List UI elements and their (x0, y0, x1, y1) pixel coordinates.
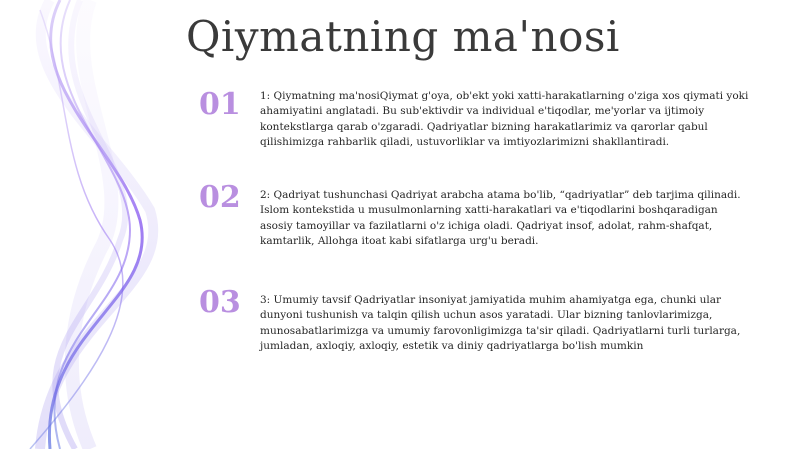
item-text: 2: Qadriyat tushunchasi Qadriyat arabcha atama bo'lib, “qadriyatlar” deb tarjima qilinadi. Islom kontekstida u musulmonlarning xatti-harakatlari va e'tiqodlarini boshqaradigan asosiy tamoyillar va fazilatlarni o'z ichiga oladi. Qadriyat insof, adolat, rahm-shafqat, kamtarlik, Allohga itoat kabi sifatlarga urg'u beradi. (260, 189, 741, 247)
slide-title: Qiymatning ma'nosi (186, 12, 620, 61)
item-text: 1: Qiymatning ma'nosiQiymat g'oya, ob'ekt yoki xatti-harakatlarning o'ziga xos qiymati yoki ahamiyatini anglatadi. Bu sub'ektivdir va individual e'tiqodlar, me'yorlar va ijtimoiy kontekstlarga qarab o'zgaradi. Qadriyatlar bizning harakatlarimiz va qarorlar qabul qilishimizga rahbarlik qiladi, ustuvorliklar va imtiyozlarimizni shakllantiradi. (260, 90, 749, 148)
decorative-smoke-ribbon (0, 0, 175, 449)
item-number: 02 (199, 180, 241, 215)
item-text: 3: Umumiy tavsif Qadriyatlar insoniyat jamiyatida muhim ahamiyatga ega, chunki ular dunyoni tushunish va talqin qilish uchun asos yaratadi. Ular bizning tanlovlarimizga, munosabatlarimizga va umumiy farovonligimizga ta'sir qiladi. Qadriyatlarni turli turlarga, jumladan, axloqiy, axloqiy, estetik va diniy qadriyatlarga bo'lish mumkin (260, 294, 741, 352)
item-number: 03 (199, 285, 241, 320)
item-number: 01 (199, 87, 241, 122)
